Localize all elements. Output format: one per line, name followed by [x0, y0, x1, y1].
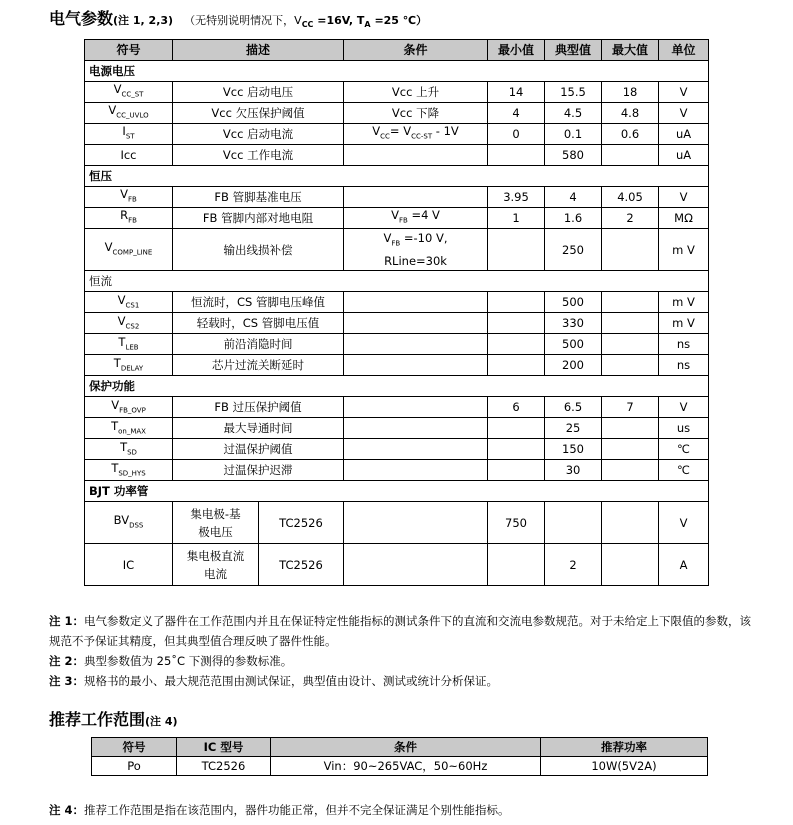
- power-cell: 10W(5V2A): [541, 757, 708, 776]
- max-cell: [602, 460, 659, 481]
- symbol-cell: $T_{LEB}$: [85, 334, 173, 355]
- description-cell: Vcc 启动电流: [173, 124, 344, 145]
- symbol-cell: $T_{SD\_HYS}$: [85, 460, 173, 481]
- typ-cell: 0.1: [545, 124, 602, 145]
- min-cell: [488, 313, 545, 334]
- typ-cell: 1.6: [545, 208, 602, 229]
- spec-heading: [49, 6, 427, 29]
- symbol-cell: $V_{COMP\_LINE}$: [85, 229, 173, 271]
- note-3: 注 3：规格书的最小、最大规范范围由测试保证，典型值由设计、测试或统计分析保证。: [49, 674, 499, 688]
- header-power: 推荐功率: [541, 738, 708, 757]
- min-cell: [488, 544, 545, 586]
- typ-cell: 4: [545, 187, 602, 208]
- symbol-cell: Po: [92, 757, 177, 776]
- symbol-cell: $V_{CC\_ST}$: [85, 82, 173, 103]
- section-constant-voltage: 恒压: [85, 166, 709, 187]
- symbol-cell: $V_{CS1}$: [85, 292, 173, 313]
- typ-cell: 150: [545, 439, 602, 460]
- table-row: [85, 460, 709, 481]
- min-cell: [488, 229, 545, 271]
- unit-cell: V: [659, 103, 709, 124]
- table-header-row: [85, 40, 709, 61]
- note-2: 注 2：典型参数值为 25˚C 下测得的参数标准。: [49, 654, 293, 668]
- min-cell: [488, 460, 545, 481]
- min-cell: [488, 334, 545, 355]
- condition-cell: $V_{FB} =4$ V: [344, 208, 488, 229]
- condition-cell: [344, 313, 488, 334]
- min-cell: [488, 355, 545, 376]
- min-cell: 3.95: [488, 187, 545, 208]
- recommended-range-table: [91, 737, 708, 776]
- recommend-title: 推荐工作范围: [49, 710, 146, 729]
- max-cell: [602, 229, 659, 271]
- description-cell: 输出线损补偿: [173, 229, 344, 271]
- max-cell: [602, 502, 659, 544]
- typ-cell: 15.5: [545, 82, 602, 103]
- description-cell: 过温保护迟滞: [173, 460, 344, 481]
- max-cell: 4.8: [602, 103, 659, 124]
- section-row: [85, 61, 709, 82]
- max-cell: 7: [602, 397, 659, 418]
- min-cell: [488, 292, 545, 313]
- table-row: [85, 334, 709, 355]
- symbol-cell: $BV_{DSS}$: [85, 502, 173, 544]
- typ-cell: 330: [545, 313, 602, 334]
- table-row: [85, 208, 709, 229]
- table-row: [85, 397, 709, 418]
- header-ic-model: IC 型号: [177, 738, 271, 757]
- typ-cell: 30: [545, 460, 602, 481]
- min-cell: [488, 418, 545, 439]
- min-cell: 1: [488, 208, 545, 229]
- header-typ: 典型值: [545, 40, 602, 61]
- symbol-cell: $R_{FB}$: [85, 208, 173, 229]
- symbol-cell: IC: [85, 544, 173, 586]
- max-cell: [602, 439, 659, 460]
- header-max: 最大值: [602, 40, 659, 61]
- typ-cell: 500: [545, 334, 602, 355]
- spec-title: 电气参数: [49, 9, 114, 28]
- max-cell: [602, 313, 659, 334]
- symbol-cell: $T_{on\_MAX}$: [85, 418, 173, 439]
- spec-conditions: （无特别说明情况下，$V_{CC} =16V$, $T_A =25$ ℃）: [184, 14, 428, 30]
- max-cell: [602, 145, 659, 166]
- part-cell: TC2526: [259, 544, 344, 586]
- condition-cell: Vin：90~265VAC，50~60Hz: [271, 757, 541, 776]
- section-row: [85, 481, 709, 502]
- header-condition: 条件: [271, 738, 541, 757]
- section-row: [85, 166, 709, 187]
- unit-cell: V: [659, 397, 709, 418]
- symbol-cell: $V_{FB}$: [85, 187, 173, 208]
- section-constant-current: 恒流: [85, 271, 709, 292]
- table-header-row: [92, 738, 708, 757]
- min-cell: 14: [488, 82, 545, 103]
- typ-cell: 2: [545, 544, 602, 586]
- description-cell: 恒流时，CS 管脚电压峰值: [173, 292, 344, 313]
- unit-cell: V: [659, 187, 709, 208]
- condition-cell: Vcc 下降: [344, 103, 488, 124]
- unit-cell: ns: [659, 334, 709, 355]
- description-cell: Vcc 欠压保护阈值: [173, 103, 344, 124]
- description-cell: 前沿消隐时间: [173, 334, 344, 355]
- max-cell: 0.6: [602, 124, 659, 145]
- unit-cell: uA: [659, 124, 709, 145]
- section-row: [85, 271, 709, 292]
- electrical-parameters-table: [84, 39, 709, 586]
- unit-cell: ℃: [659, 439, 709, 460]
- table-row: [85, 439, 709, 460]
- min-cell: 6: [488, 397, 545, 418]
- description-cell: FB 过压保护阈值: [173, 397, 344, 418]
- symbol-cell: $T_{SD}$: [85, 439, 173, 460]
- table-row: [85, 124, 709, 145]
- max-cell: [602, 334, 659, 355]
- description-cell: 集电极直流 电流: [173, 544, 259, 586]
- section-row: [85, 376, 709, 397]
- unit-cell: us: [659, 418, 709, 439]
- header-symbol: 符号: [92, 738, 177, 757]
- typ-cell: 250: [545, 229, 602, 271]
- description-cell: 集电极-基 极电压: [173, 502, 259, 544]
- unit-cell: ns: [659, 355, 709, 376]
- table-row: [85, 292, 709, 313]
- max-cell: 4.05: [602, 187, 659, 208]
- unit-cell: A: [659, 544, 709, 586]
- symbol-cell: $V_{CC\_UVLO}$: [85, 103, 173, 124]
- unit-cell: ℃: [659, 460, 709, 481]
- condition-cell: [344, 334, 488, 355]
- notes-block: [49, 611, 759, 691]
- header-symbol: 符号: [85, 40, 173, 61]
- table-row: [85, 313, 709, 334]
- table-row: [85, 502, 709, 544]
- condition-cell: [344, 145, 488, 166]
- typ-cell: 25: [545, 418, 602, 439]
- unit-cell: m V: [659, 292, 709, 313]
- part-cell: TC2526: [259, 502, 344, 544]
- symbol-cell: Icc: [85, 145, 173, 166]
- max-cell: [602, 418, 659, 439]
- typ-cell: 500: [545, 292, 602, 313]
- unit-cell: uA: [659, 145, 709, 166]
- header-min: 最小值: [488, 40, 545, 61]
- min-cell: 4: [488, 103, 545, 124]
- symbol-cell: $V_{CS2}$: [85, 313, 173, 334]
- typ-cell: 6.5: [545, 397, 602, 418]
- condition-cell: [344, 460, 488, 481]
- description-cell: 最大导通时间: [173, 418, 344, 439]
- description-cell: FB 管脚基准电压: [173, 187, 344, 208]
- description-cell: Vcc 启动电压: [173, 82, 344, 103]
- symbol-cell: $V_{FB\_OVP}$: [85, 397, 173, 418]
- min-cell: 750: [488, 502, 545, 544]
- table-row: [85, 103, 709, 124]
- condition-cell: $V_{FB} =-10$ V, RLine=30k: [344, 229, 488, 271]
- max-cell: [602, 355, 659, 376]
- recommend-heading: [49, 707, 178, 730]
- min-cell: 0: [488, 124, 545, 145]
- condition-cell: [344, 355, 488, 376]
- typ-cell: 4.5: [545, 103, 602, 124]
- condition-cell: [344, 502, 488, 544]
- table-row: [85, 229, 709, 271]
- table-row: [85, 82, 709, 103]
- unit-cell: MΩ: [659, 208, 709, 229]
- note-4: 注 4：推荐工作范围是指在该范围内，器件功能正常，但并不完全保证满足个别性能指标。: [49, 803, 510, 817]
- header-condition: 条件: [344, 40, 488, 61]
- header-unit: 单位: [659, 40, 709, 61]
- condition-cell: Vcc 上升: [344, 82, 488, 103]
- section-bjt: BJT 功率管: [85, 481, 709, 502]
- typ-cell: [545, 502, 602, 544]
- symbol-cell: $T_{DELAY}$: [85, 355, 173, 376]
- table-row: [85, 145, 709, 166]
- table-row: [85, 355, 709, 376]
- symbol-cell: $I_{ST}$: [85, 124, 173, 145]
- condition-cell: [344, 292, 488, 313]
- table-row: [85, 544, 709, 586]
- unit-cell: V: [659, 82, 709, 103]
- condition-cell: [344, 187, 488, 208]
- spec-title-note: (注 1, 2,3): [113, 14, 174, 27]
- table-row: [85, 418, 709, 439]
- section-protection: 保护功能: [85, 376, 709, 397]
- max-cell: [602, 544, 659, 586]
- table-row: [92, 757, 708, 776]
- max-cell: 2: [602, 208, 659, 229]
- recommend-title-note: (注 4): [145, 715, 178, 728]
- condition-cell: $V_{CC}= V_{CC-ST} - 1V$: [344, 124, 488, 145]
- description-cell: 轻载时，CS 管脚电压值: [173, 313, 344, 334]
- condition-cell: [344, 397, 488, 418]
- condition-cell: [344, 418, 488, 439]
- condition-cell: [344, 439, 488, 460]
- description-cell: FB 管脚内部对地电阻: [173, 208, 344, 229]
- max-cell: 18: [602, 82, 659, 103]
- unit-cell: V: [659, 502, 709, 544]
- description-cell: 过温保护阈值: [173, 439, 344, 460]
- unit-cell: m V: [659, 229, 709, 271]
- ic-model-cell: TC2526: [177, 757, 271, 776]
- typ-cell: 580: [545, 145, 602, 166]
- min-cell: [488, 439, 545, 460]
- min-cell: [488, 145, 545, 166]
- description-cell: Vcc 工作电流: [173, 145, 344, 166]
- typ-cell: 200: [545, 355, 602, 376]
- header-description: 描述: [173, 40, 344, 61]
- table-row: [85, 187, 709, 208]
- section-power-supply: 电源电压: [85, 61, 709, 82]
- description-cell: 芯片过流关断延时: [173, 355, 344, 376]
- condition-cell: [344, 544, 488, 586]
- note-1: 注 1：电气参数定义了器件在工作范围内并且在保证特定性能指标的测试条件下的直流和交流电参数规范。对于未给定上下限值的参数，该规范不予保证其精度，但其典型值合理反映了器件性能。: [49, 614, 752, 648]
- unit-cell: m V: [659, 313, 709, 334]
- max-cell: [602, 292, 659, 313]
